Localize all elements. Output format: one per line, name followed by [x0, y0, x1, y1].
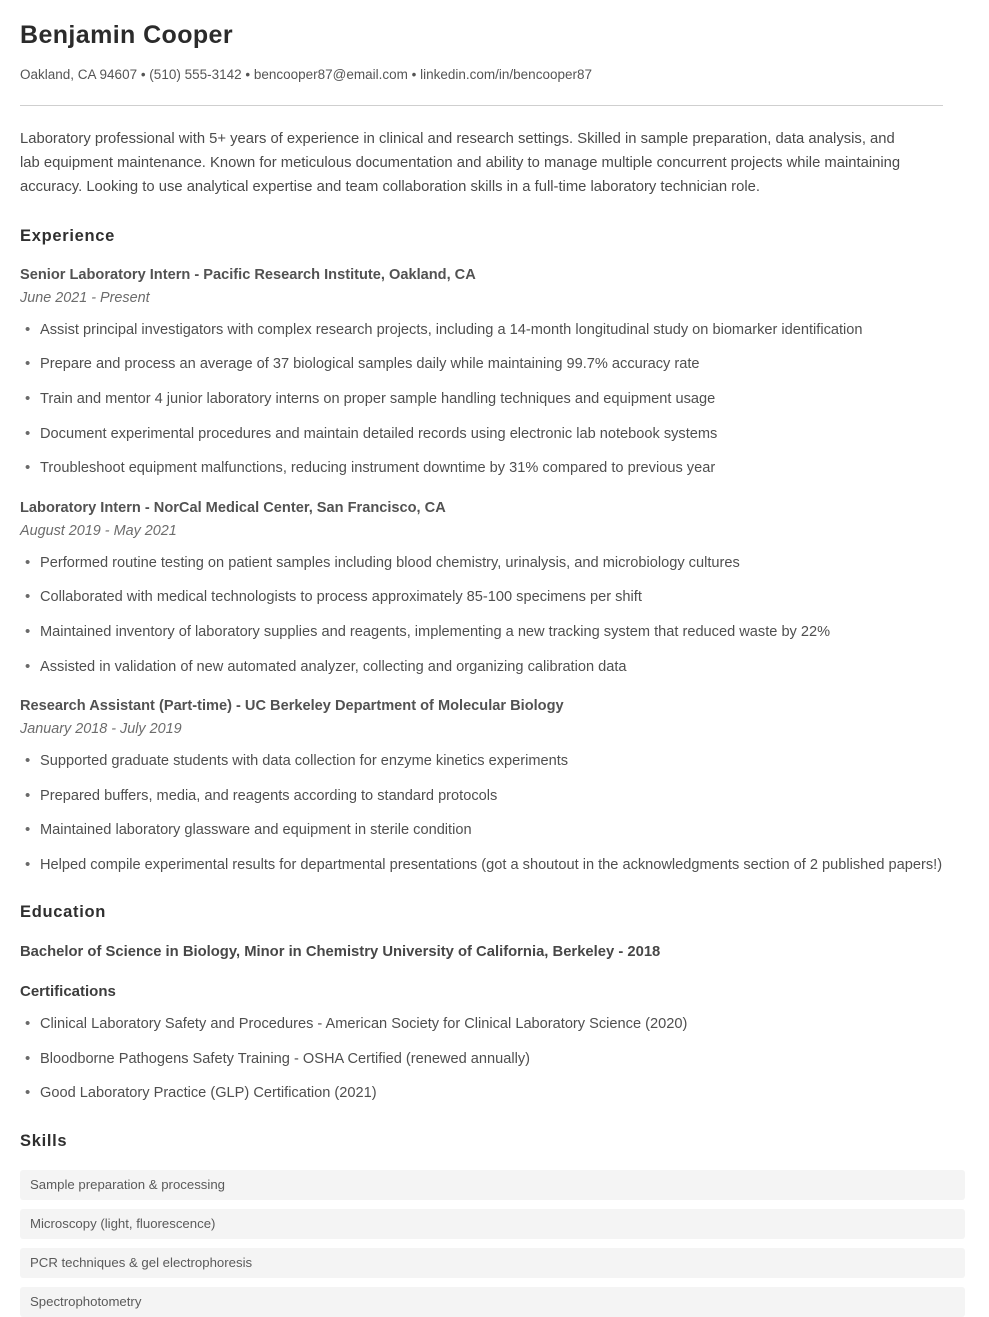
- list-item: • Collaborated with medical technologists to process approximately 85-100 specimens per shift: [20, 586, 966, 609]
- job-dates: June 2021 - Present: [20, 289, 150, 306]
- list-item: • Maintained inventory of laboratory supplies and reagents, implementing a new tracking system that reduced waste by 22%: [20, 621, 966, 644]
- header-divider: [20, 105, 943, 106]
- skill-row: [20, 1287, 965, 1317]
- certifications-list: [20, 1013, 966, 1105]
- skill-row: [20, 1170, 965, 1200]
- experience-entry: [20, 266, 966, 480]
- section-heading-experience: Experience: [20, 226, 116, 245]
- summary-paragraph: Laboratory professional with 5+ years of experience in clinical and research settings. Skilled in sample preparation, data analysis, and lab equipment maintenance. Known for meticulous documentation and ability to manage multiple concurrent projects while maintaining accuracy. Looking to use analytical expertise and team collaboration skills in a full-time laboratory technician role.: [20, 131, 901, 195]
- list-item: • Performed routine testing on patient samples including blood chemistry, urinalysis, and microbiology cultures: [20, 552, 966, 575]
- job-bullet-list: [20, 750, 966, 876]
- list-item: • Helped compile experimental results for departmental presentations (got a shoutout in the acknowledgments section of 2 published papers!): [20, 854, 966, 877]
- contact-line: Oakland, CA 94607 • (510) 555-3142 • bencooper87@email.com • linkedin.com/in/bencooper87: [20, 66, 592, 82]
- list-item: • Maintained laboratory glassware and equipment in sterile condition: [20, 819, 966, 842]
- skill-label: Sample preparation & processing: [30, 1177, 225, 1193]
- skill-label: Spectrophotometry: [30, 1294, 142, 1310]
- skills-list: [20, 1170, 966, 1317]
- job-title: Laboratory Intern - NorCal Medical Center, San Francisco, CA: [20, 499, 446, 516]
- skill-label: Microscopy (light, fluorescence): [30, 1216, 216, 1232]
- list-item: • Prepared buffers, media, and reagents according to standard protocols: [20, 785, 966, 808]
- section-heading-skills: Skills: [20, 1131, 68, 1150]
- skill-row: [20, 1248, 965, 1278]
- list-item: • Bloodborne Pathogens Safety Training - OSHA Certified (renewed annually): [20, 1048, 966, 1071]
- job-bullet-list: [20, 552, 966, 678]
- list-item: • Prepare and process an average of 37 biological samples daily while maintaining 99.7% accuracy rate: [20, 353, 966, 376]
- section-heading-education: Education: [20, 903, 107, 922]
- skill-row: [20, 1209, 965, 1239]
- experience-entry: [20, 499, 966, 678]
- list-item: • Assisted in validation of new automated analyzer, collecting and organizing calibration data: [20, 656, 966, 679]
- list-item: • Clinical Laboratory Safety and Procedures - American Society for Clinical Laboratory Science (2020): [20, 1013, 966, 1036]
- education-degree: Bachelor of Science in Biology, Minor in Chemistry University of California, Berkeley - 2018: [20, 944, 661, 961]
- job-title: Senior Laboratory Intern - Pacific Research Institute, Oakland, CA: [20, 266, 476, 283]
- list-item: • Troubleshoot equipment malfunctions, reducing instrument downtime by 31% compared to previous year: [20, 457, 966, 480]
- job-title: Research Assistant (Part-time) - UC Berkeley Department of Molecular Biology: [20, 698, 564, 715]
- job-dates: August 2019 - May 2021: [20, 522, 177, 539]
- job-bullet-list: [20, 319, 966, 480]
- skill-label: PCR techniques & gel electrophoresis: [30, 1255, 253, 1271]
- experience-entry: [20, 697, 966, 876]
- certifications-heading: Certifications: [20, 983, 116, 1001]
- job-dates: January 2018 - July 2019: [20, 720, 182, 737]
- list-item: • Supported graduate students with data collection for enzyme kinetics experiments: [20, 750, 966, 773]
- page-title: Benjamin Cooper: [20, 21, 233, 49]
- list-item: • Assist principal investigators with complex research projects, including a 14-month longitudinal study on biomarker identification: [20, 319, 966, 342]
- list-item: • Good Laboratory Practice (GLP) Certification (2021): [20, 1082, 966, 1105]
- list-item: • Document experimental procedures and maintain detailed records using electronic lab notebook systems: [20, 423, 966, 446]
- list-item: • Train and mentor 4 junior laboratory interns on proper sample handling techniques and equipment usage: [20, 388, 966, 411]
